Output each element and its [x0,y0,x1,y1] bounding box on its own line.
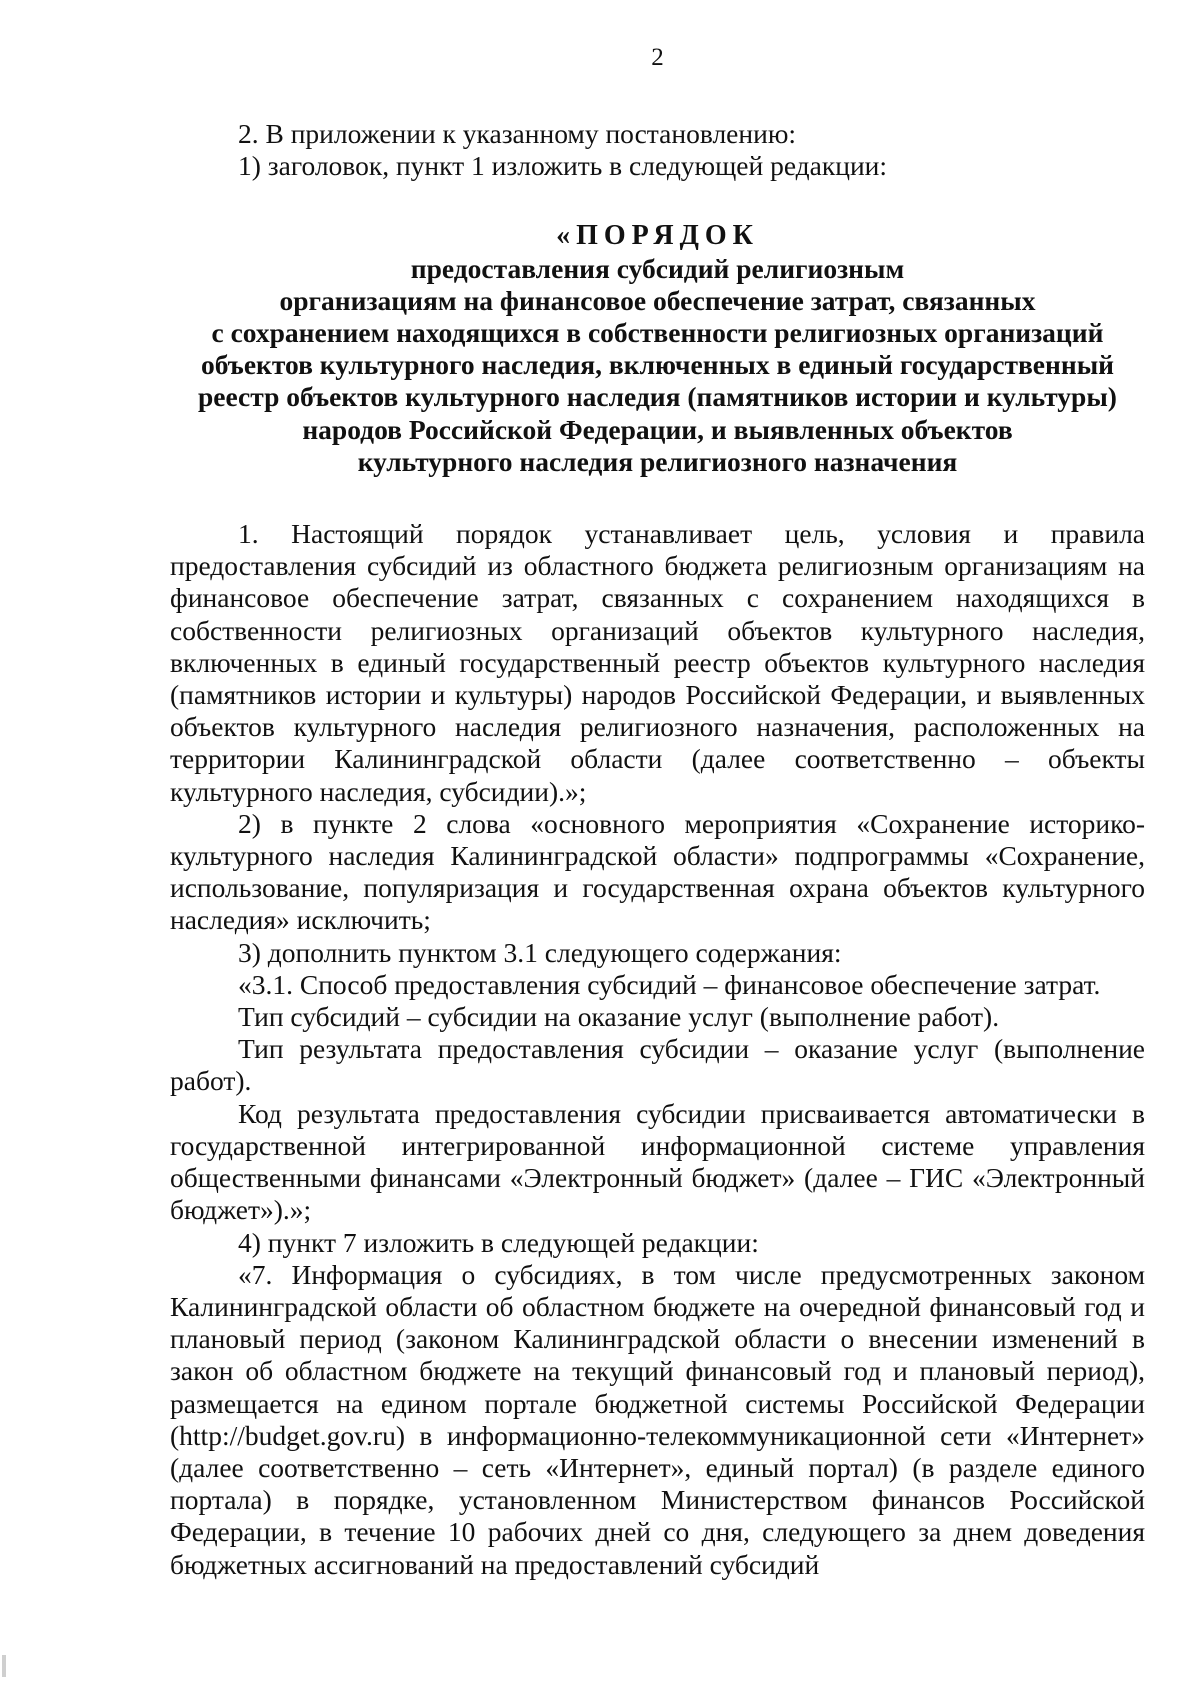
intro-line: 2. В приложении к указанному постановлению: [238,118,797,149]
paragraph: 4) пункт 7 изложить в следующей редакции: [238,1226,759,1258]
title-line: культурного наследия религиозного назначения [357,445,958,477]
scan-edge-mark [2,1655,6,1677]
title-line: предоставления субсидий религиозным [410,252,905,284]
paragraph: 1. Настоящий порядок устанавливает цель, условия и правила предоставления субсидий из областного бюджета религиозным организациям на финансовое обеспечение затрат, связанных с сохранением находящихся в собственности религиозных организаций объектов культурного наследия, включенных в единый государственный реестр объектов культурного наследия (памятников истории и культуры) народов Российской Федерации, и выявленных объектов культурного наследия религиозного назначения, расположенных на территории Калининградской области (далее соответственно – объекты культурного наследия, субсидии).»; [170,518,1145,807]
intro-line: 1) заголовок, пункт 1 изложить в следующей редакции: [238,150,888,182]
paragraph: Тип субсидий – субсидии на оказание услуг (выполнение работ). [238,1001,1000,1033]
title-line: реестр объектов культурного наследия (памятников истории и культуры) [198,381,1117,413]
page-number: 2 [651,44,664,71]
title-line: с сохранением находящихся в собственности религиозных организаций [211,317,1104,349]
paragraph: Тип результата предоставления субсидии – оказание услуг (выполнение работ). [170,1033,1145,1097]
title-line: народов Российской Федерации, и выявленных объектов [302,413,1013,445]
paragraph: 2) в пункте 2 слова «основного мероприятия «Сохранение историко-культурного наследия Калининградской области» подпрограммы «Сохранение, использование, популяризация и государственная охрана объектов культурного наследия» исключить; [170,807,1145,936]
paragraph: «7. Информация о субсидиях, в том числе предусмотренных законом Калининградской области об областном бюджете на очередной финансовый год и плановый период (законом Калининградской области о внесении изменений в закон об областном бюджете на текущий финансовый год и плановый период), размещается на едином портале бюджетной системы Российской Федерации (http://budget.gov.ru) в информационно-телекоммуникационной сети «Интернет» (далее соответственно – сеть «Интернет», единый портал) (в разделе единого портала) в порядке, установленном Министерством финансов Российской Федерации, в течение 10 рабочих дней со дня, следующего за днем доведения бюджетных ассигнований на предоставлений субсидий [170,1258,1145,1580]
document-title [170,220,1145,478]
title-line: организациям на финансовое обеспечение затрат, связанных [279,284,1036,316]
paragraph: 3) дополнить пунктом 3.1 следующего содержания: [238,936,842,968]
title-heading: «ПОРЯДОК [556,220,759,252]
document-page [170,0,1145,1700]
title-line: объектов культурного наследия, включенных в единый государственный [200,349,1115,381]
paragraph: Код результата предоставления субсидии присваивается автоматически в государственной интегрированной информационной системе управления общественными финансами «Электронный бюджет» (далее – ГИС «Электронный бюджет»).»; [170,1097,1145,1226]
document-body [170,118,1145,1581]
paragraph: «3.1. Способ предоставления субсидий – финансовое обеспечение затрат. [238,968,1101,1000]
